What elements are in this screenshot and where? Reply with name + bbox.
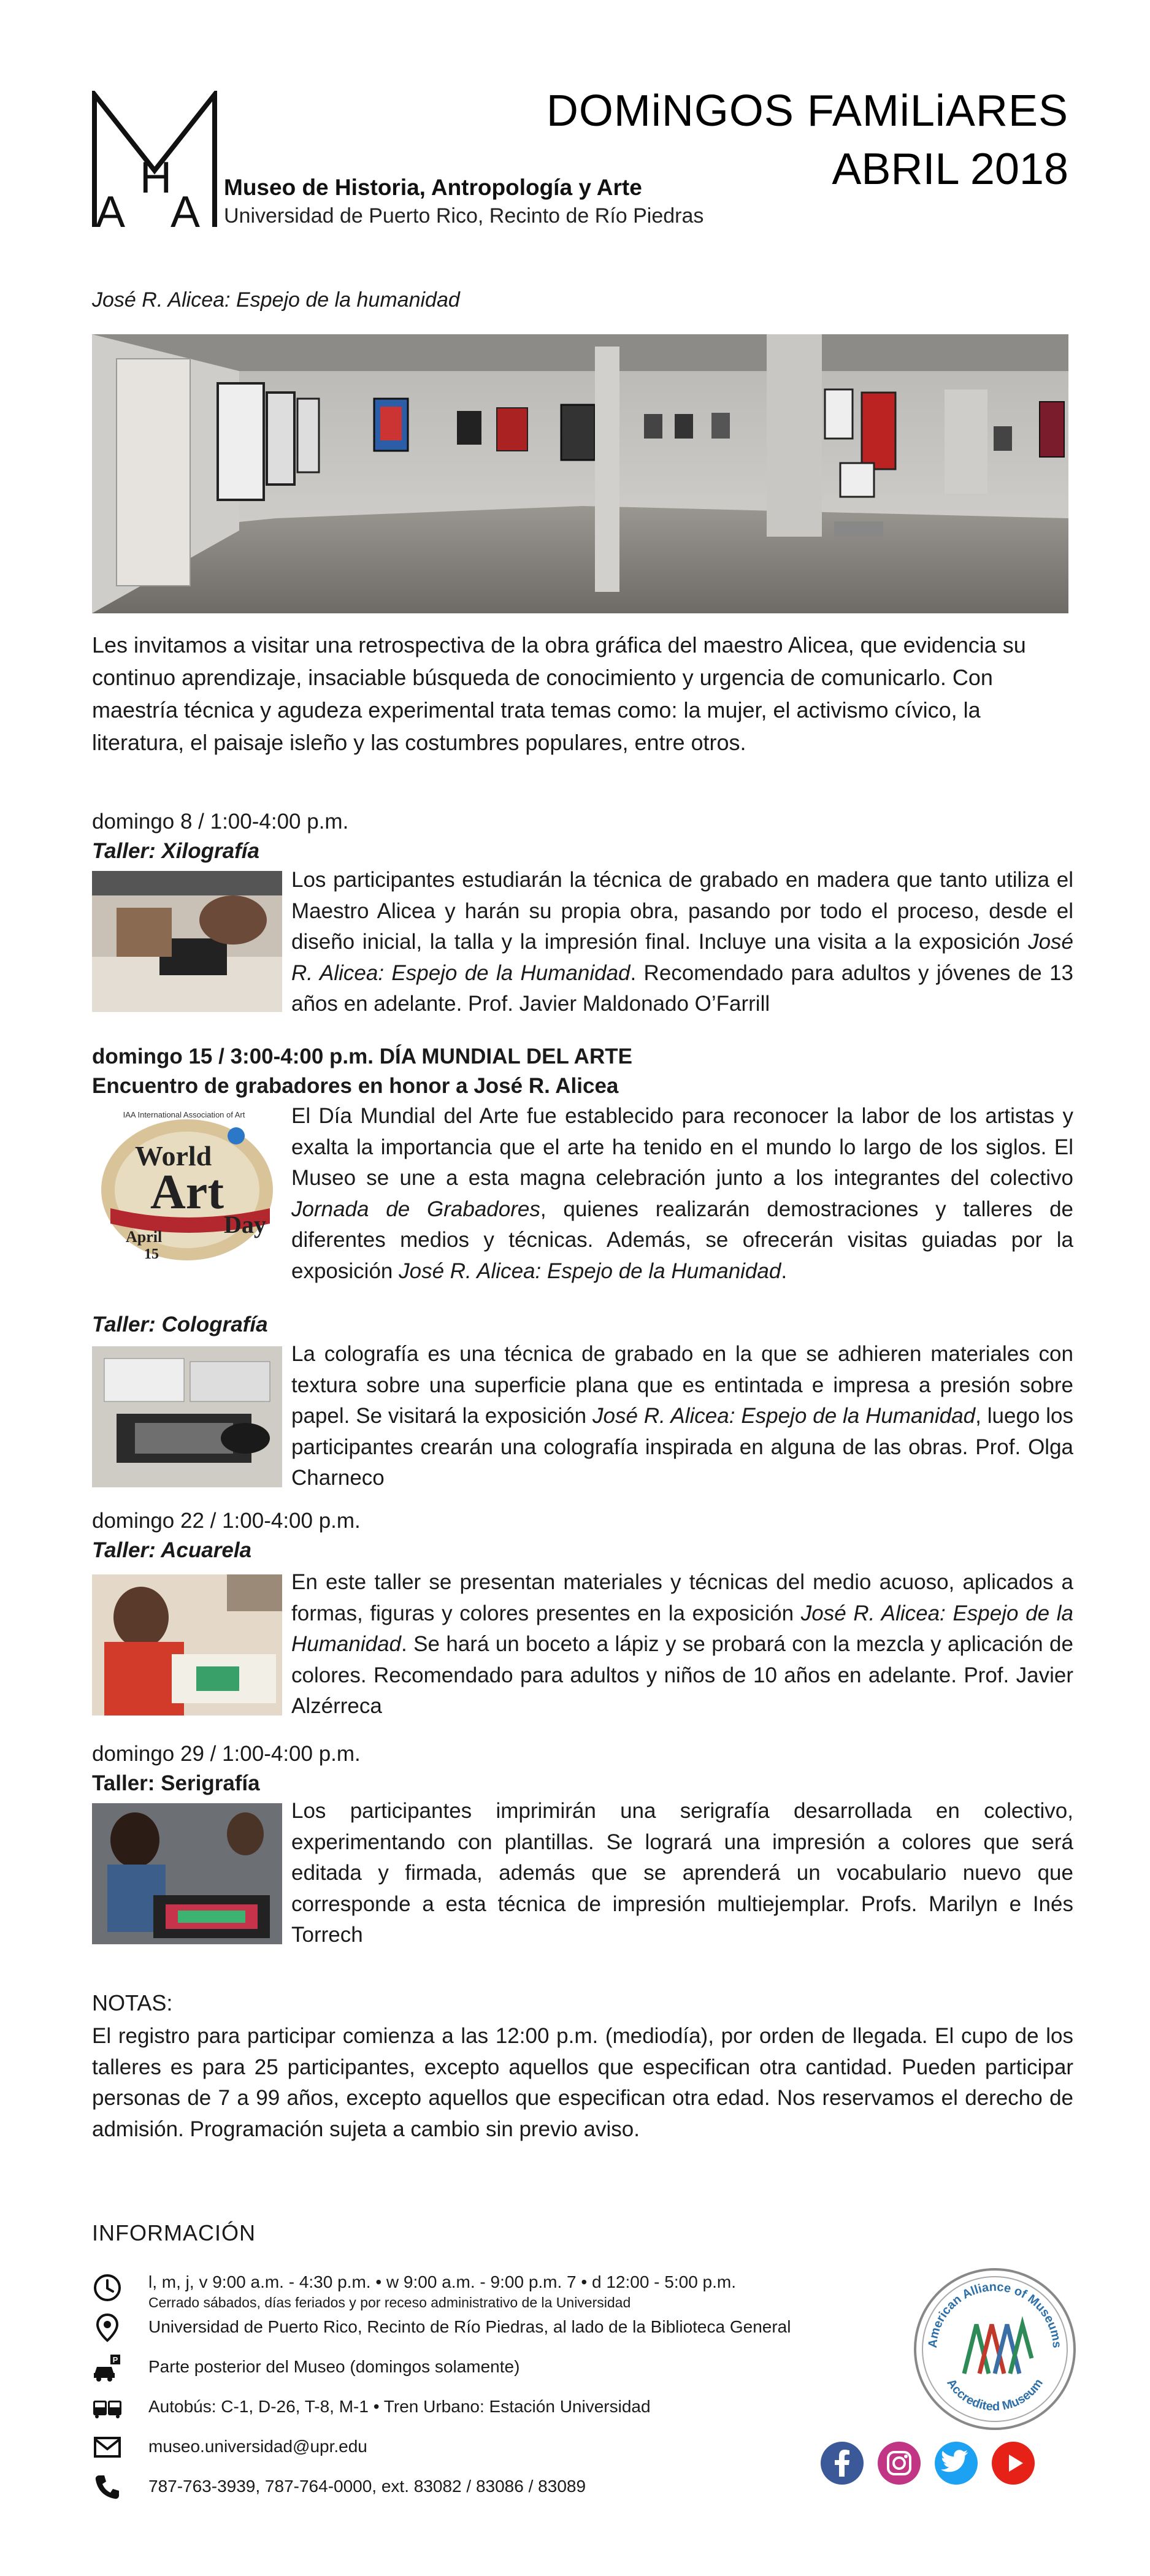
activity-4-title: Taller: Acuarela bbox=[92, 1538, 252, 1562]
activity-3-description: La colografía es una técnica de grabado en la que se adhieren materiales con textura sobre una superficie plana que es entintada e impresa a presión sobre papel. Se visitará la exposición José R. Alicea: Espejo de la Humanidad, luego los participantes crearán una colografía inspirada en alguna de las obras. Prof. Olga Charneco bbox=[291, 1342, 1074, 1490]
activity-1-description: Los participantes estudiarán la técnica de grabado en madera que tanto utiliza el Maestro Alicea y harán su propia obra, pasando por todo el proceso, desde el diseño inicial, la talla y la impresión final. Incluye una visita a la exposición José R. Alicea: Espejo de la Humanidad. Recomendado para adultos y jóvenes de 13 años en adelante. Prof. Javier Maldonado O’Farrill bbox=[291, 868, 1074, 1016]
parking-text: Parte posterior del Museo (domingos solamente) bbox=[148, 2357, 520, 2376]
youtube-icon[interactable] bbox=[991, 2441, 1035, 2485]
info-heading: INFORMACIÓN bbox=[92, 2220, 256, 2245]
transit-text: Autobús: C-1, D-26, T-8, M-1 • Tren Urbano: Estación Universidad bbox=[148, 2397, 651, 2416]
svg-text:April: April bbox=[126, 1228, 163, 1246]
activity-2-date: domingo 15 / 3:00-4:00 p.m. DÍA MUNDIAL DEL ARTE bbox=[92, 1045, 632, 1068]
activity-5-description: Los participantes imprimirán una serigrafía desarrollada en colectivo, experimentando con plantillas. Se logrará una impresión a colores que será editada y firmada, además que se aprenderá un vocabulario nuevo que corresponde a esta técnica de impresión multiejemplar. Profs. Marilyn e Inés Torrech bbox=[291, 1799, 1073, 1947]
event-title: DOMiNGOS FAMiLiARES bbox=[546, 86, 1068, 136]
svg-text:A: A bbox=[171, 188, 201, 229]
phone-text: 787-763-3939, 787-764-0000, ext. 83082 / 83086 / 83089 bbox=[148, 2477, 586, 2496]
hours-note: Cerrado sábados, días feriados y por receso administrativo de la Universidad bbox=[148, 2294, 631, 2310]
activity-1-title: Taller: Xilografía bbox=[92, 839, 259, 863]
svg-text:Art: Art bbox=[150, 1165, 224, 1219]
activity-4-description: En este taller se presentan materiales y técnicas del medio acuoso, aplicados a formas, figuras y colores presentes en la exposición José R. Alicea: Espejo de la Humanidad. Se hará un boceto a lápiz y se probará con la mezcla y aplicación de colores. Recomendado para adultos y niños de 10 años en adelante. Prof. Javier Alzérreca bbox=[291, 1570, 1073, 1718]
activity-4-date: domingo 22 / 1:00-4:00 p.m. bbox=[92, 1509, 361, 1533]
location-text: Universidad de Puerto Rico, Recinto de Río Piedras, al lado de la Biblioteca General bbox=[148, 2317, 791, 2336]
activity-2-title: Encuentro de grabadores en honor a José R. Alicea bbox=[92, 1074, 619, 1098]
exhibition-title: José R. Alicea: Espejo de la humanidad bbox=[92, 288, 460, 312]
exhibition-intro: Les invitamos a visitar una retrospectiva de la obra gráfica del maestro Alicea, que evidencia su continuo aprendizaje, insaciable búsqueda de conocimiento y urgencia de comunicarlo. Con maestría técnica y agudeza experimental trata temas como: la mujer, el activismo cívico, la literatura, el paisaje isleño y las costumbres populares, entre otros. bbox=[92, 632, 1026, 755]
notes-heading: NOTAS: bbox=[92, 1990, 173, 2015]
instagram-icon[interactable] bbox=[877, 2441, 921, 2485]
woodcut-workshop-photo bbox=[92, 871, 282, 1012]
museum-logo bbox=[92, 91, 218, 229]
activity-2-description: El Día Mundial del Arte fue establecido para reconocer la labor de los artistas y exalta la importancia que el arte ha tenido en el mundo lo largo de los siglos. El Museo se une a esta magna celebración junto a los integrantes del colectivo Jornada de Grabadores, quienes realizarán demostraciones y talleres de diferentes medios y técnicas. Además, se ofrecerán visitas guiadas por la exposición José R. Alicea: Espejo de la Humanidad. bbox=[291, 1104, 1073, 1283]
museum-subtitle: Universidad de Puerto Rico, Recinto de Río Piedras bbox=[224, 204, 704, 228]
activity-3-title: Taller: Colografía bbox=[92, 1313, 268, 1336]
bus-train-icon bbox=[92, 2392, 123, 2423]
activity-1-date: domingo 8 / 1:00-4:00 p.m. bbox=[92, 810, 349, 834]
parking-icon bbox=[92, 2352, 123, 2383]
email-icon bbox=[92, 2432, 123, 2463]
gallery-panorama-photo bbox=[92, 334, 1068, 613]
svg-text:Day: Day bbox=[224, 1211, 266, 1238]
activity-5-date: domingo 29 / 1:00-4:00 p.m. bbox=[92, 1742, 361, 1766]
notes-text: El registro para participar comienza a las 12:00 p.m. (mediodía), por orden de llegada. El cupo de los talleres es para 25 participantes, excepto aquellos que especifican otra cantidad. Pueden participar personas de 7 a 99 años, excepto aquellos que especifican otra edad. Nos reservamos el derecho de admisión. Programación sujeta a cambio sin previo aviso. bbox=[92, 2024, 1073, 2141]
hours-text: l, m, j, v 9:00 a.m. - 4:30 p.m. • w 9:00 a.m. - 9:00 p.m. 7 • d 12:00 - 5:00 p.m. bbox=[148, 2272, 737, 2291]
world-art-day-badge bbox=[92, 1104, 282, 1267]
facebook-icon[interactable] bbox=[820, 2441, 864, 2485]
svg-text:World: World bbox=[135, 1140, 212, 1171]
collagraph-workshop-photo bbox=[92, 1346, 282, 1487]
svg-text:Accredited Museum: Accredited Museum bbox=[944, 2376, 1046, 2414]
screenprint-workshop-photo bbox=[92, 1803, 282, 1944]
museum-name: Museo de Historia, Antropología y Arte bbox=[224, 175, 642, 200]
location-pin-icon bbox=[92, 2312, 123, 2343]
svg-text:IAA International Association: IAA International Association of Art bbox=[123, 1110, 245, 1119]
twitter-icon[interactable] bbox=[934, 2441, 978, 2485]
email-link[interactable]: museo.universidad@upr.edu bbox=[148, 2437, 367, 2456]
clock-icon bbox=[92, 2272, 123, 2303]
event-month: ABRIL 2018 bbox=[832, 145, 1068, 194]
svg-text:15: 15 bbox=[144, 1246, 159, 1262]
phone-icon bbox=[92, 2472, 123, 2502]
svg-text:American Alliance of Museums: American Alliance of Museums bbox=[926, 2280, 1064, 2349]
activity-5-title: Taller: Serigrafía bbox=[92, 1771, 260, 1795]
watercolor-workshop-photo bbox=[92, 1574, 282, 1715]
aam-accredited-seal bbox=[912, 2266, 1078, 2432]
svg-text:P: P bbox=[112, 2355, 118, 2364]
svg-text:A: A bbox=[96, 188, 126, 229]
svg-text:H: H bbox=[140, 153, 172, 202]
